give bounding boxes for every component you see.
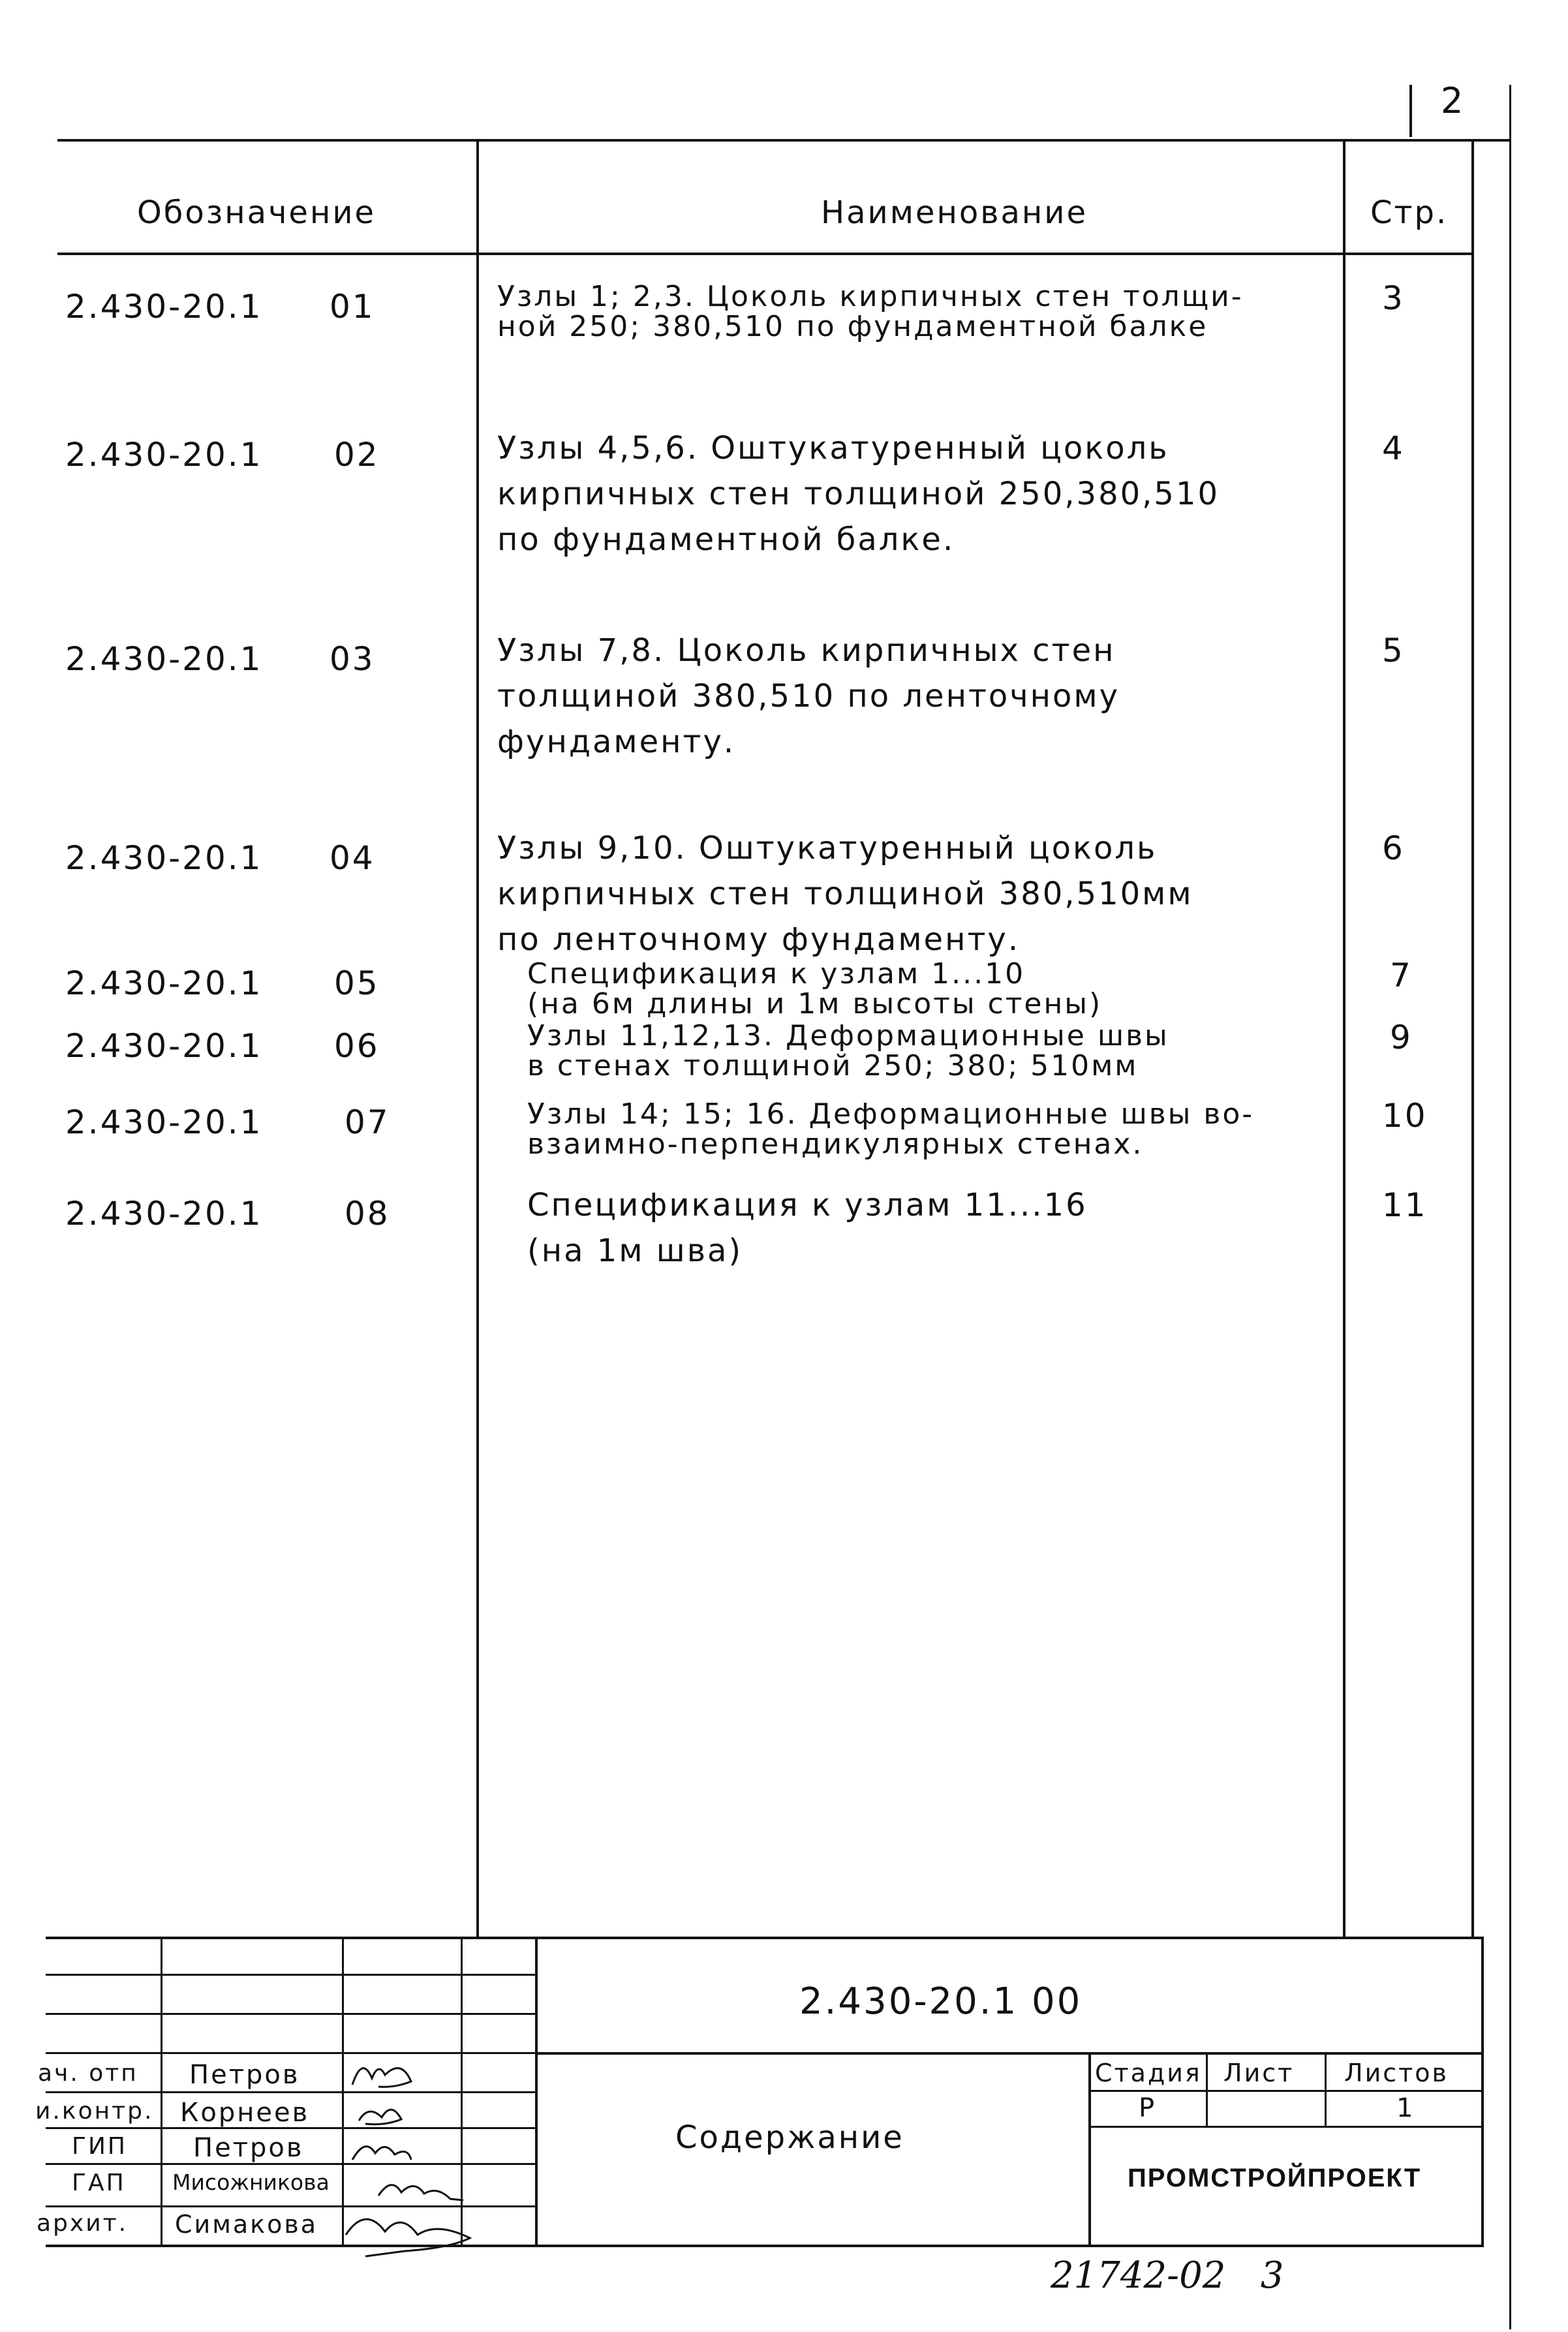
stage-col	[1325, 2052, 1327, 2126]
row-page: 10	[1382, 1097, 1428, 1135]
staff-name: Петров	[189, 2060, 300, 2090]
row-name: Узлы 11,12,13. Деформационные швы в стенах толщиной 250; 380; 510мм	[527, 1019, 1169, 1082]
doc-code: 2.430-20.1 00	[799, 1980, 1083, 2023]
column-divider-2	[1343, 139, 1345, 1937]
column-divider-1	[476, 139, 479, 1937]
sheet-number: 2	[1441, 80, 1466, 121]
row-page: 4	[1382, 429, 1405, 467]
header-page: Стр.	[1370, 194, 1449, 231]
staff-role: и.контр.	[35, 2098, 154, 2125]
staff-role: ач. отп	[38, 2060, 138, 2087]
staff-name: Симакова	[175, 2210, 318, 2239]
row-sub: 08	[345, 1195, 390, 1233]
title-block-bottom	[46, 2245, 1484, 2247]
stage-block-divider	[1088, 2052, 1091, 2245]
sheet-label: Лист	[1223, 2059, 1295, 2087]
row-name: Спецификация к узлам 1...10 (на 6м длины и 1м высоты стены)	[527, 957, 1103, 1020]
right-border	[1471, 139, 1474, 1937]
row-name: Узлы 14; 15; 16. Деформационные швы во- взаимно-перпендикулярных стенах.	[527, 1097, 1255, 1161]
staff-role: ГИП	[72, 2133, 127, 2160]
row-name: Узлы 9,10. Оштукатуренный цоколь кирпичных стен толщиной 380,510мм по ленточному фундаменту.	[497, 830, 1193, 958]
footer-number: 21742-02 3	[1051, 2254, 1284, 2297]
staff-grid-col	[161, 1937, 162, 2245]
right-page-edge	[1509, 85, 1511, 2329]
sheets-value: 1	[1396, 2093, 1415, 2123]
row-name: Узлы 1; 2,3. Цоколь кирпичных стен толщи- ной 250; 380,510 по фундаментной балке	[497, 280, 1244, 343]
row-sub: 04	[330, 839, 375, 877]
organization: ПРОМСТРОЙПРОЕКТ	[1128, 2164, 1422, 2192]
stage-row-line	[1088, 2126, 1483, 2128]
doc-code-line	[535, 2052, 1483, 2055]
row-name: Спецификация к узлам 11...16 (на 1м шва)	[527, 1187, 1088, 1269]
staff-role: ГАП	[72, 2170, 126, 2196]
row-code: 2.430-20.1	[65, 839, 263, 877]
header-bottom-line	[57, 253, 1471, 255]
row-page: 3	[1382, 279, 1405, 317]
header-designation: Обозначение	[137, 194, 377, 231]
doc-title: Содержание	[675, 2119, 904, 2156]
row-sub: 05	[334, 964, 380, 1002]
row-code: 2.430-20.1	[65, 436, 263, 474]
sheets-label: Листов	[1344, 2059, 1449, 2087]
row-sub: 01	[330, 288, 375, 326]
row-page: 11	[1382, 1186, 1428, 1224]
row-code: 2.430-20.1	[65, 1195, 263, 1233]
row-sub: 03	[330, 640, 375, 678]
top-border	[57, 139, 1509, 142]
staff-role: архит.	[37, 2210, 129, 2237]
stage-col	[1206, 2052, 1208, 2126]
row-name: Узлы 7,8. Цоколь кирпичных стен толщиной 380,510 по ленточному фундаменту.	[497, 632, 1120, 760]
row-sub: 07	[345, 1103, 390, 1141]
row-code: 2.430-20.1	[65, 288, 263, 326]
title-block-top	[46, 1937, 1484, 1939]
staff-name: Петров	[193, 2133, 304, 2163]
row-page: 6	[1382, 829, 1405, 867]
header-name: Наименование	[821, 194, 1088, 231]
row-code: 2.430-20.1	[65, 640, 263, 678]
row-sub: 06	[334, 1027, 380, 1065]
sheet-number-divider	[1409, 85, 1412, 137]
stage-value: Р	[1139, 2093, 1157, 2123]
stage-row-line	[1088, 2090, 1483, 2092]
stage-label: Стадия	[1095, 2059, 1202, 2087]
row-code: 2.430-20.1	[65, 964, 263, 1002]
signature-marks	[339, 2049, 509, 2258]
row-page: 7	[1390, 957, 1413, 994]
row-code: 2.430-20.1	[65, 1103, 263, 1141]
row-page: 5	[1382, 632, 1405, 669]
staff-grid-col	[535, 1937, 538, 2245]
row-code: 2.430-20.1	[65, 1027, 263, 1065]
row-name: Узлы 4,5,6. Оштукатуренный цоколь кирпичных стен толщиной 250,380,510 по фундаментной балке.	[497, 430, 1220, 558]
row-page: 9	[1390, 1019, 1413, 1056]
staff-name: Мисожникова	[172, 2170, 330, 2195]
row-sub: 02	[334, 436, 380, 474]
staff-name: Корнеев	[180, 2098, 310, 2128]
